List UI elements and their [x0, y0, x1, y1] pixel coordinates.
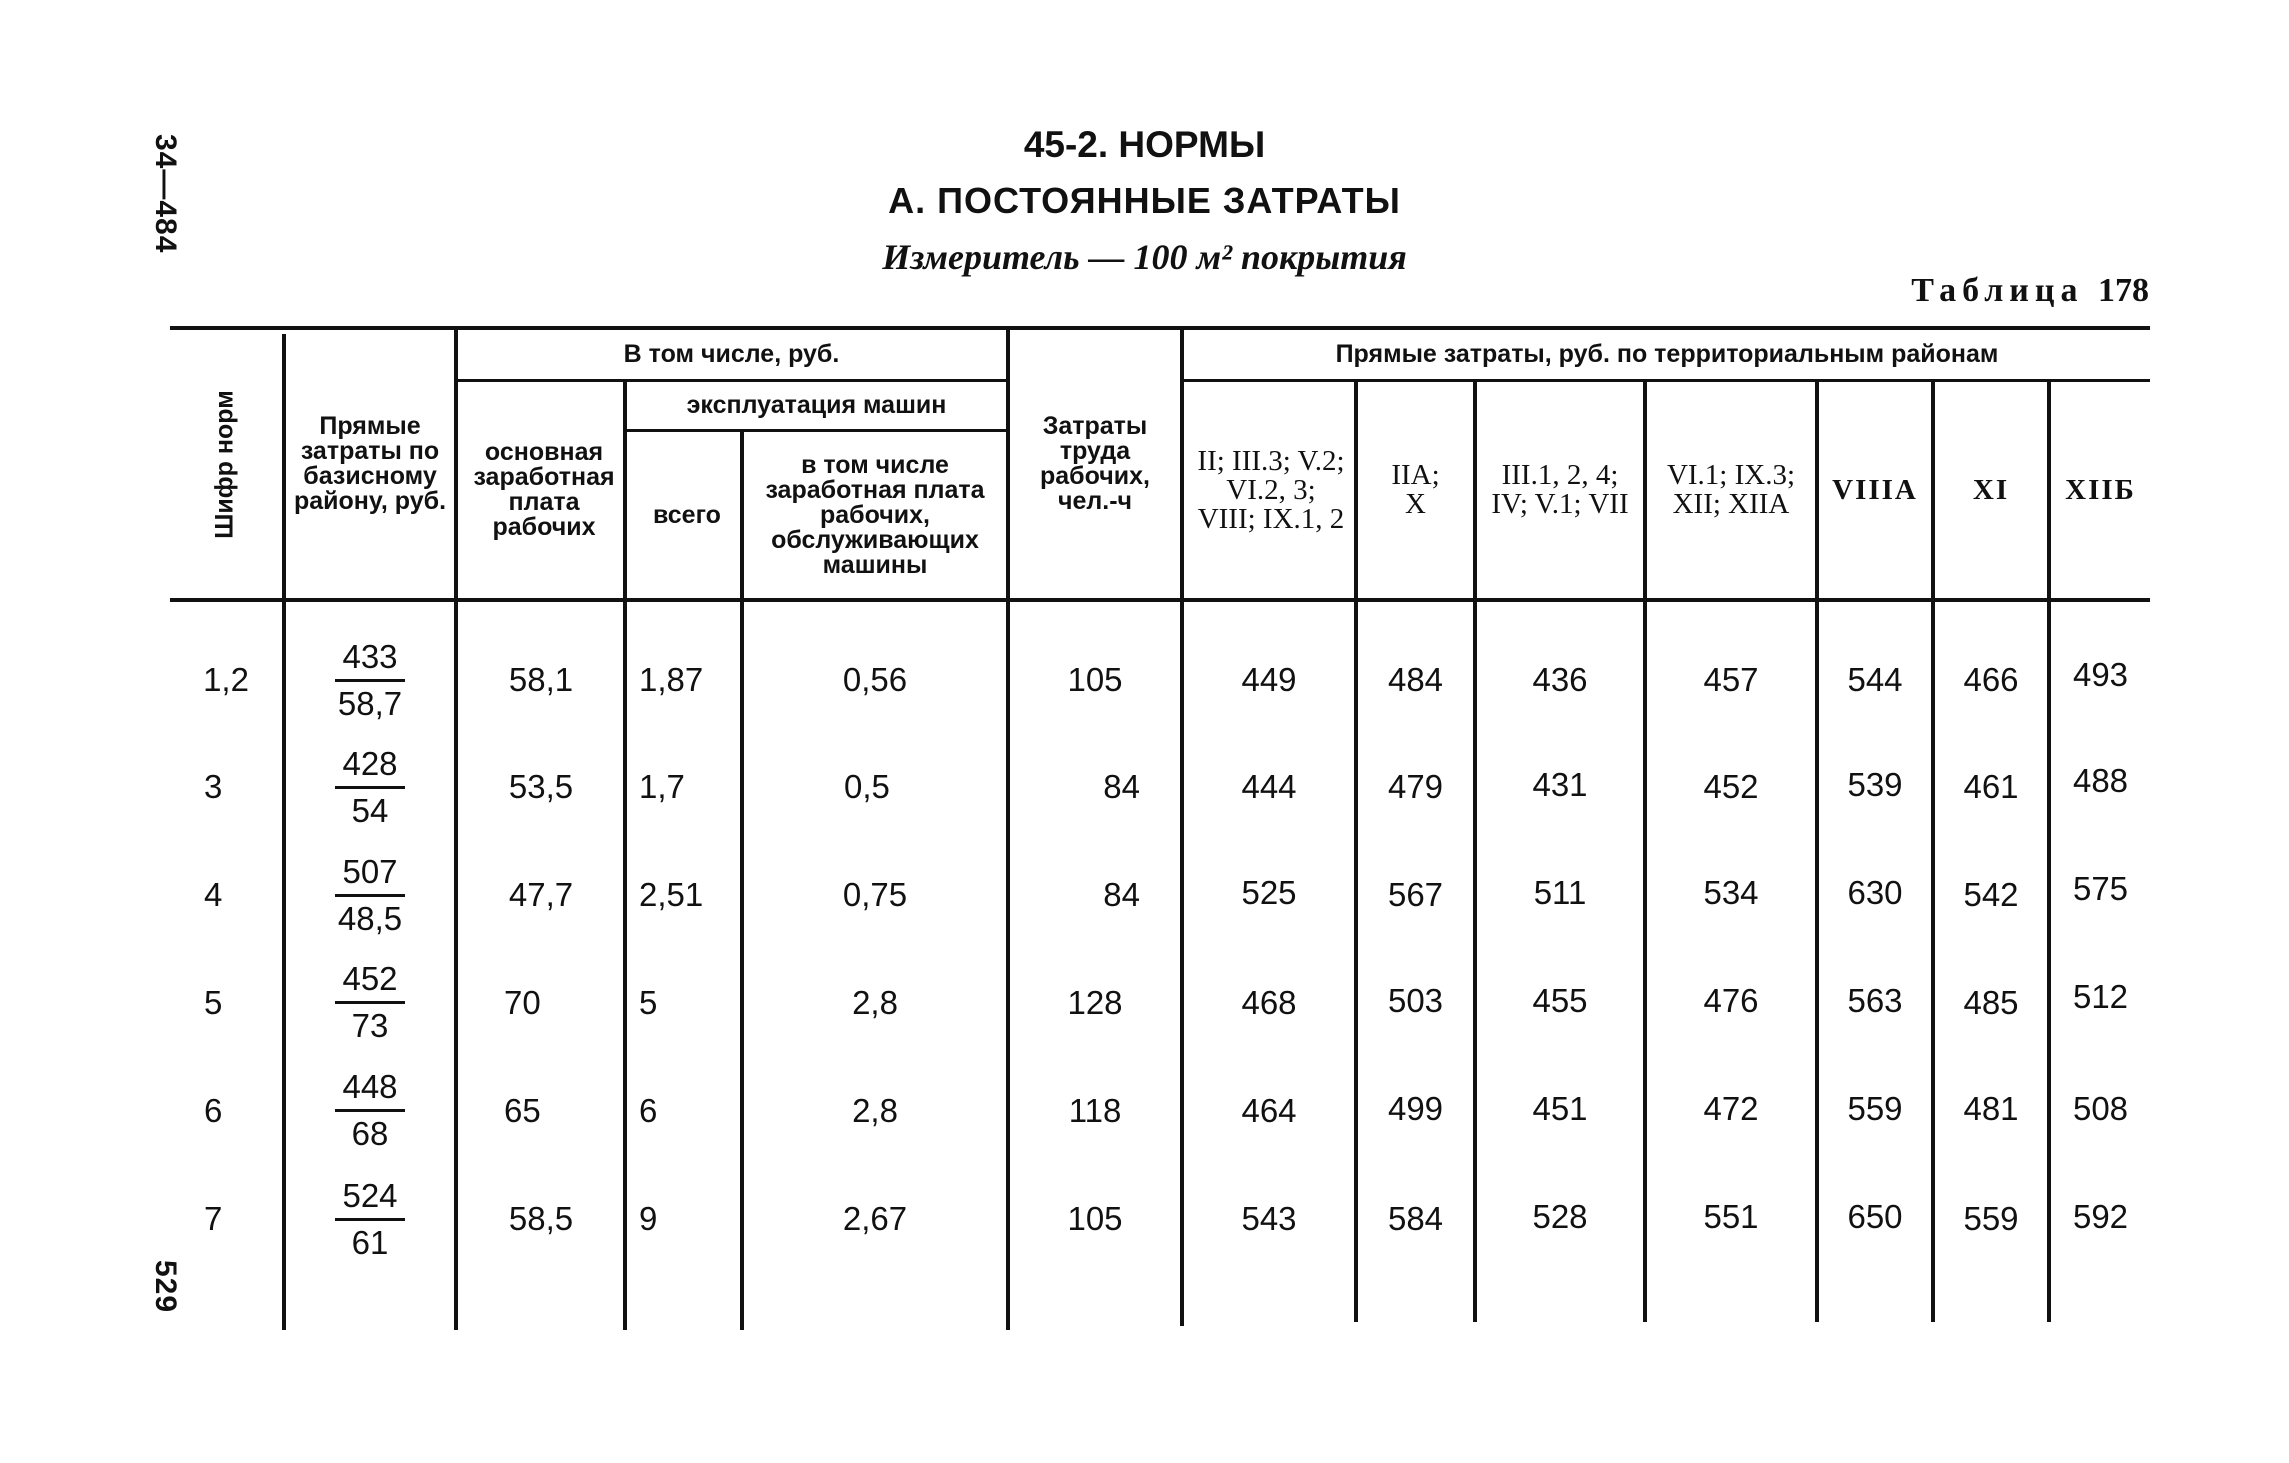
cell-region-4: 534: [1703, 874, 1759, 911]
cell-wage: 53,5: [508, 768, 574, 805]
col-rule: [1354, 382, 1358, 1322]
cell-code: 5: [204, 984, 223, 1021]
cell-region-4: 472: [1703, 1090, 1759, 1127]
cell-region-3: 431: [1532, 766, 1588, 803]
cell-machine-total: 6: [639, 1092, 658, 1129]
unit-of-measure: Измеритель — 100 м² покрытия: [882, 237, 1407, 277]
cell-region-1: 543: [1241, 1200, 1297, 1237]
cell-region-7: 575: [2072, 870, 2129, 907]
cell-region-5: 630: [1847, 874, 1903, 911]
col-rule: [1473, 382, 1477, 1322]
cell-region-6: 466: [1963, 661, 2019, 698]
cell-region-2: 484: [1387, 661, 1444, 698]
cell-region-4: 452: [1703, 768, 1759, 805]
cell-machine-wage: 2,8: [852, 1092, 898, 1129]
header-bottom-rule: [170, 598, 2150, 602]
page-code: 34—484: [149, 134, 182, 254]
cell-direct-fraction: [286, 1056, 454, 1164]
header-region-4: VI.1; IX.3; XII; XIIA: [1666, 459, 1796, 520]
cell-region-5: 539: [1847, 766, 1903, 803]
cell-region-5: 559: [1847, 1090, 1903, 1127]
cell-direct-fraction: [286, 948, 454, 1056]
col-rule: [1815, 382, 1819, 1322]
fraction-top: 524: [342, 1176, 398, 1214]
cell-code: 4: [204, 876, 223, 913]
norms-table: [170, 326, 2150, 1330]
cell-wage: 58,5: [508, 1200, 574, 1237]
header-machine-wage: в том числе заработная плата рабочих, обслуживающих машины: [765, 450, 985, 579]
cell-region-3: 511: [1533, 874, 1587, 911]
cell-machine-wage: 0,5: [844, 768, 890, 805]
cell-machine-total: 1,7: [639, 768, 685, 805]
cell-machine-wage: 2,67: [842, 1200, 908, 1237]
cell-code: 7: [204, 1200, 223, 1237]
cell-region-6: 461: [1963, 768, 2019, 805]
cell-code: 6: [204, 1092, 223, 1129]
page-number: 529: [149, 1260, 182, 1314]
cell-region-6: 485: [1963, 984, 2019, 1021]
cell-region-2: 499: [1387, 1090, 1444, 1127]
header-machine-total: всего: [653, 500, 721, 529]
cell-region-1: 468: [1241, 984, 1297, 1021]
cell-region-5: 563: [1847, 982, 1903, 1019]
cell-machine-total: 1,87: [639, 661, 704, 698]
cell-direct-fraction: [286, 626, 454, 734]
header-shifr: [170, 330, 280, 598]
cell-region-3: 455: [1532, 982, 1588, 1019]
header-including: В том числе, руб.: [623, 340, 840, 368]
col-rule: [1931, 382, 1935, 1322]
cell-code: 1,2: [203, 661, 249, 698]
section-subtitle: А. ПОСТОЯННЫЕ ЗАТРАТЫ: [888, 180, 1401, 221]
cell-wage: 58,1: [508, 661, 574, 698]
fraction-top: 448: [342, 1067, 398, 1105]
header-region-7: XIIБ: [2065, 473, 2136, 506]
fraction-bottom: 61: [351, 1223, 389, 1261]
cell-labor: 84: [1103, 876, 1140, 913]
fraction-bottom: 58,7: [337, 684, 403, 722]
table-caption: [1911, 272, 2149, 310]
cell-wage: 47,7: [508, 876, 574, 913]
cell-direct-fraction: [286, 841, 454, 949]
col-rule: [1180, 330, 1184, 1326]
col-rule: [1643, 382, 1647, 1322]
fraction-top: 433: [342, 637, 398, 675]
cell-region-1: 525: [1241, 874, 1297, 911]
table-caption-number: 178: [2098, 272, 2149, 309]
cell-wage: 70: [504, 984, 541, 1021]
col-rule: [454, 330, 458, 1330]
fraction-top: 428: [342, 744, 398, 782]
cell-direct-fraction: [286, 733, 454, 841]
header-basic-wage: основная заработная плата рабочих: [473, 438, 615, 541]
cell-region-7: 488: [2072, 762, 2129, 799]
cell-labor: 128: [1067, 984, 1123, 1021]
header-direct-base: Прямые затраты по базисному району, руб.: [293, 412, 447, 515]
section-title: 45-2. НОРМЫ: [1023, 124, 1266, 165]
fraction-bottom: 73: [351, 1006, 389, 1044]
col-rule: [1006, 330, 1010, 1330]
cell-region-2: 503: [1387, 982, 1444, 1019]
cell-region-5: 650: [1847, 1198, 1903, 1235]
fraction-top: 452: [342, 959, 398, 997]
cell-region-2: 479: [1387, 768, 1444, 805]
header-region-2: IIA; X: [1391, 459, 1440, 520]
cell-region-7: 512: [2072, 978, 2129, 1015]
fraction-bottom: 68: [351, 1114, 389, 1152]
header-region-6: XI: [1972, 473, 2010, 506]
fraction-top: 507: [342, 852, 398, 890]
cell-wage: 65: [504, 1092, 541, 1129]
header-shifr-text: Шифр норм: [210, 389, 239, 539]
cell-labor: 84: [1103, 768, 1140, 805]
header-region-5: VIIIA: [1832, 473, 1918, 506]
header-region-3: III.1, 2, 4; IV; V.1; VII: [1491, 459, 1629, 520]
cell-region-3: 451: [1532, 1090, 1588, 1127]
cell-region-3: 528: [1532, 1198, 1588, 1235]
cell-region-6: 542: [1963, 876, 2019, 913]
header-machine-ops: эксплуатация машин: [686, 391, 947, 419]
cell-region-7: 508: [2072, 1090, 2129, 1127]
cell-region-3: 436: [1532, 661, 1588, 698]
cell-direct-fraction: [286, 1165, 454, 1273]
cell-region-5: 544: [1847, 661, 1903, 698]
header-direct-regions: Прямые затраты, руб. по территориальным районам: [1335, 340, 1999, 368]
cell-machine-total: 5: [639, 984, 658, 1021]
cell-region-4: 551: [1703, 1198, 1759, 1235]
cell-labor: 105: [1067, 661, 1123, 698]
cell-region-6: 481: [1963, 1090, 2019, 1127]
cell-machine-total: 2,51: [639, 876, 704, 913]
cell-labor: 118: [1068, 1092, 1122, 1129]
cell-machine-total: 9: [639, 1200, 658, 1237]
cell-region-2: 584: [1387, 1200, 1444, 1237]
cell-region-1: 464: [1241, 1092, 1297, 1129]
header-labor: Затраты труда рабочих, чел.-ч: [1040, 412, 1150, 515]
cell-region-7: 592: [2072, 1198, 2129, 1235]
cell-labor: 105: [1067, 1200, 1123, 1237]
cell-machine-wage: 2,8: [852, 984, 898, 1021]
cell-region-7: 493: [2072, 656, 2129, 693]
cell-code: 3: [204, 768, 223, 805]
fraction-bottom: 48,5: [337, 899, 403, 937]
cell-region-1: 444: [1241, 768, 1297, 805]
cell-region-4: 476: [1703, 982, 1759, 1019]
col-rule: [2047, 382, 2051, 1322]
cell-machine-wage: 0,75: [842, 876, 908, 913]
cell-region-1: 449: [1241, 661, 1297, 698]
cell-machine-wage: 0,56: [842, 661, 908, 698]
cell-region-2: 567: [1387, 876, 1444, 913]
table-caption-word: Таблица: [1911, 272, 2084, 309]
cell-region-4: 457: [1703, 661, 1759, 698]
header-region-1: II; III.3; V.2; VI.2, 3; VIII; IX.1, 2: [1197, 444, 1345, 535]
fraction-bottom: 54: [351, 791, 389, 829]
cell-region-6: 559: [1963, 1200, 2019, 1237]
